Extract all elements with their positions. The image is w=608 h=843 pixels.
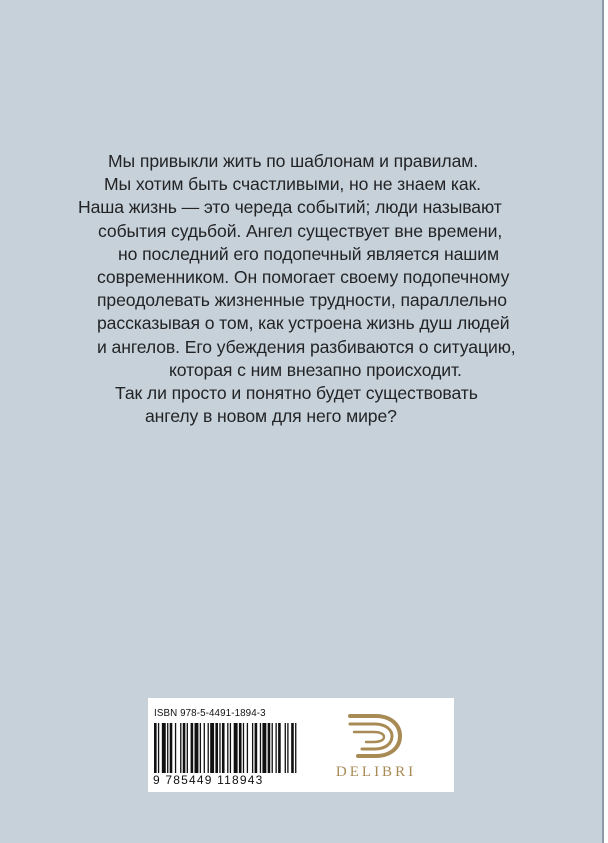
barcode-bar bbox=[275, 723, 276, 773]
barcode-bar bbox=[170, 723, 173, 773]
barcode-bar bbox=[204, 723, 205, 773]
barcode-bar bbox=[291, 723, 294, 773]
barcode-bar bbox=[208, 723, 209, 773]
barcode-bar bbox=[158, 723, 159, 773]
blurb-line: преодолевать жизненные трудности, параллельно bbox=[97, 290, 507, 311]
barcode-bar bbox=[194, 723, 198, 773]
blurb-line: и ангелов. Его убеждения разбиваются о ситуацию, bbox=[97, 336, 516, 357]
barcode-bar bbox=[230, 723, 231, 773]
barcode-bar bbox=[154, 723, 157, 773]
barcode-bar bbox=[285, 723, 286, 773]
barcode-bar bbox=[272, 723, 273, 773]
barcode-bar bbox=[260, 723, 261, 773]
barcode-bar bbox=[200, 723, 201, 773]
barcode-bar bbox=[278, 723, 281, 773]
blurb-line: Так ли просто и понятно будет существовать bbox=[115, 383, 478, 404]
barcode-bar bbox=[268, 723, 271, 773]
barcode-bar bbox=[243, 723, 244, 773]
barcode-bar bbox=[255, 723, 258, 773]
barcode-bar bbox=[187, 723, 188, 773]
barcode-bar bbox=[295, 723, 296, 773]
barcode-bar bbox=[175, 723, 176, 773]
page-edge bbox=[604, 0, 608, 843]
blurb-line: события судьбой. Ангел существует вне времени, bbox=[98, 220, 503, 241]
blurb-text bbox=[60, 150, 550, 428]
blurb-line: Мы хотим быть счастливыми, но не знаем как. bbox=[104, 174, 481, 195]
barcode-digits: 9 785449 118943 bbox=[153, 773, 264, 787]
barcode-bar bbox=[210, 723, 214, 773]
publisher-name: DELIBRI bbox=[335, 764, 417, 780]
isbn-label-box bbox=[148, 698, 454, 792]
barcode-bar bbox=[234, 723, 238, 773]
blurb-line: ангелу в новом для него мире? bbox=[145, 406, 397, 427]
barcode-bar bbox=[222, 723, 225, 773]
barcode-bar bbox=[167, 723, 168, 773]
barcode-bar bbox=[215, 723, 218, 773]
barcode-bar bbox=[239, 723, 242, 773]
barcode-bar bbox=[191, 723, 194, 773]
barcode-image bbox=[154, 723, 299, 773]
blurb-line: Мы привыкли жить по шаблонам и правилам. bbox=[108, 151, 479, 171]
blurb-line: рассказывая о том, как устроена жизнь душ людей bbox=[97, 313, 510, 334]
blurb-line: но последний его подопечный является нашим bbox=[118, 243, 499, 264]
isbn-text: ISBN 978-5-4491-1894-3 bbox=[154, 708, 266, 719]
barcode-bar bbox=[162, 723, 166, 773]
barcode-bar bbox=[227, 723, 228, 773]
blurb-line: современником. Он помогает своему подопечному bbox=[97, 267, 510, 288]
barcode-bar bbox=[287, 723, 288, 773]
barcode-bar bbox=[180, 723, 181, 773]
delibri-logo-icon bbox=[344, 710, 404, 760]
barcode-bar bbox=[183, 723, 186, 773]
barcode-bar bbox=[262, 723, 266, 773]
barcode-bar bbox=[219, 723, 220, 773]
barcode-bar bbox=[247, 723, 248, 773]
blurb-line: Наша жизнь — это череда событий; люди называют bbox=[78, 197, 502, 218]
barcode-bar bbox=[252, 723, 253, 773]
blurb-line: которая с ним внезапно происходит. bbox=[169, 359, 462, 380]
